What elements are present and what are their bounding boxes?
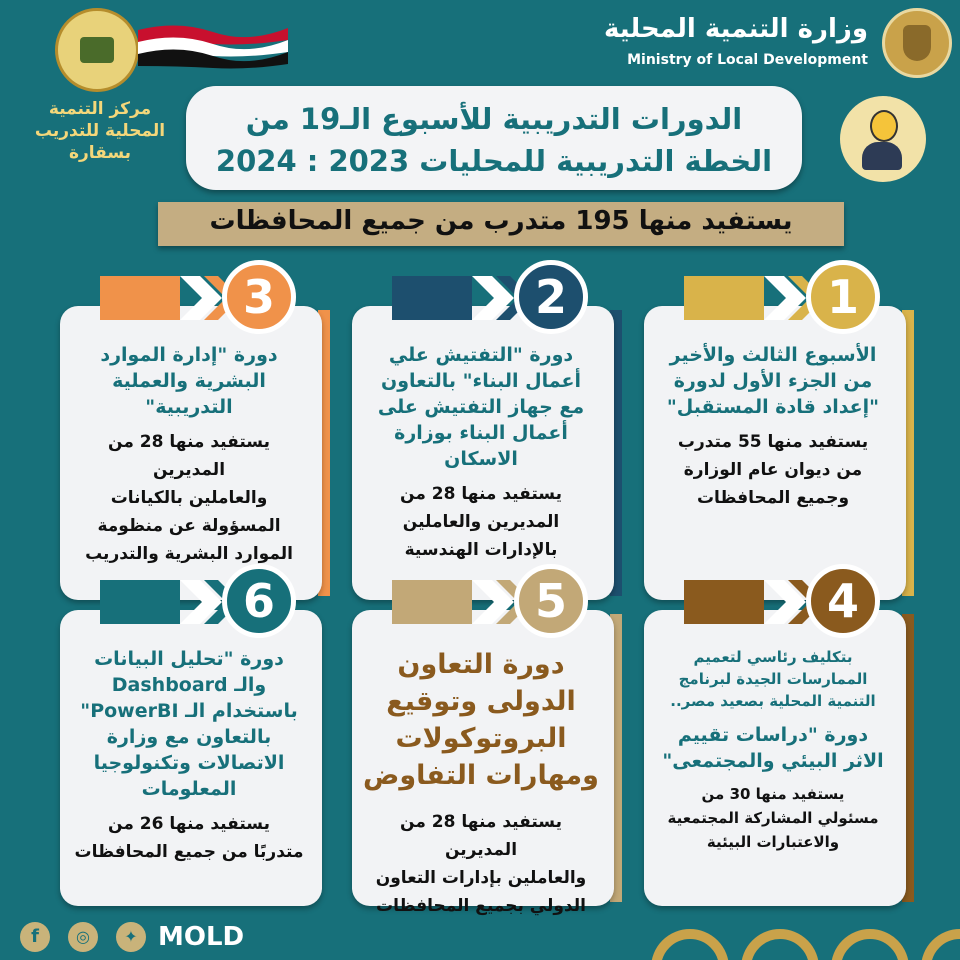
description-line: بالتعاون مع وزارة — [106, 726, 272, 748]
card-text — [70, 646, 308, 866]
card-text — [654, 342, 892, 512]
summary-banner-text: يستفيد منها 195 متدرب من جميع المحافظات — [209, 206, 793, 236]
beneficiaries-line: والعاملين بالكيانات — [110, 488, 268, 508]
description-line: مع جهاز التفتيش على — [377, 396, 585, 418]
lightbulb-head-icon — [840, 96, 926, 182]
description-line: دورة "إدارة الموارد — [100, 344, 278, 366]
beneficiaries-line: يستفيد منها 55 متدرب — [677, 432, 869, 452]
description-line: الدولى وتوقيع — [386, 686, 576, 717]
card-description — [70, 646, 308, 802]
brand-name: MOLD — [158, 922, 245, 952]
title-line-2: الخطة التدريبية للمحليات 2023 : 2024 — [215, 144, 773, 178]
beneficiaries-line: الدولي بجميع المحافظات — [375, 896, 586, 916]
description-line: التدريبية" — [145, 396, 233, 418]
description-line: والـ Dashboard — [111, 674, 267, 696]
card-text — [654, 646, 892, 854]
card-text — [70, 342, 308, 568]
beneficiaries-line: المسؤولة عن منظومة — [97, 516, 281, 536]
card-number-badge: 1 — [806, 260, 880, 334]
beneficiaries-line: يستفيد منها 30 من — [701, 785, 845, 803]
card-beneficiaries — [70, 810, 308, 866]
card-number-badge: 6 — [222, 564, 296, 638]
card-beneficiaries — [654, 782, 892, 854]
description-line: ومهارات التفاوض — [363, 760, 599, 791]
description-line: من الجزء الأول لدورة — [673, 370, 873, 392]
description-line: "إعداد قادة المستقبل" — [666, 396, 880, 418]
card-beneficiaries — [362, 808, 600, 920]
ministry-name-ar: وزارة التنمية المحلية — [603, 14, 868, 44]
description-line: الأسبوع الثالث والأخير — [669, 344, 877, 366]
card-description — [362, 342, 600, 472]
training-center-name: مركز التنمية المحلية للتدريب بسقارة — [34, 99, 166, 163]
summary-banner — [158, 202, 844, 246]
card-text — [362, 342, 600, 564]
beneficiaries-line: متدربًا من جميع المحافظات — [74, 842, 304, 862]
ministry-name-en: Ministry of Local Development — [627, 52, 868, 68]
title-box — [186, 86, 802, 190]
beneficiaries-line: والاعتبارات البيئية — [706, 833, 840, 851]
beneficiaries-line: يستفيد منها 28 من — [400, 484, 562, 504]
description-line: دورة "دراسات تقييم — [677, 724, 869, 746]
twitter-icon[interactable]: ✦ — [116, 922, 146, 952]
card-number-badge: 3 — [222, 260, 296, 334]
description-line: بتكليف رئاسي لتعميم — [693, 648, 853, 666]
card-number-badge: 4 — [806, 564, 880, 638]
description-line: أعمال البناء" بالتعاون — [380, 370, 582, 392]
description-line: دورة التعاون — [397, 649, 565, 680]
card-number-badge: 5 — [514, 564, 588, 638]
description-line: دورة "التفتيش علي — [388, 344, 574, 366]
card-beneficiaries — [70, 428, 308, 568]
description-line: المعلومات — [141, 778, 237, 800]
decorative-circles — [640, 920, 960, 960]
beneficiaries-line: يستفيد منها 28 من المديرين — [108, 432, 270, 480]
beneficiaries-line: من ديوان عام الوزارة — [683, 460, 863, 480]
description-line: البروتوكولات — [395, 723, 567, 754]
card-description — [654, 342, 892, 420]
beneficiaries-line: المديرين والعاملين — [402, 512, 560, 532]
card-beneficiaries — [654, 428, 892, 512]
description-line: التنمية المحلية بصعيد مصر.. — [670, 692, 876, 710]
beneficiaries-line: وجميع المحافظات — [696, 488, 850, 508]
description-line: الاثر البيئي والمجتمعى" — [662, 750, 884, 772]
beneficiaries-line: الموارد البشرية والتدريب — [85, 544, 293, 564]
beneficiaries-line: بالإدارات الهندسية — [404, 540, 558, 560]
card-beneficiaries — [362, 480, 600, 564]
beneficiaries-line: يستفيد منها 28 من المديرين — [400, 812, 562, 860]
card-number-badge: 2 — [514, 260, 588, 334]
card-description-course — [654, 722, 892, 774]
description-line: دورة "تحليل البيانات — [94, 648, 284, 670]
description-line: البشرية والعملية — [112, 370, 266, 392]
description-line: أعمال البناء بوزارة — [394, 422, 568, 444]
description-line: الاسكان — [444, 448, 518, 470]
ministry-logo — [882, 8, 952, 78]
beneficiaries-line: مسئولي المشاركة المجتمعية — [667, 809, 879, 827]
card-description — [654, 646, 892, 712]
card-description — [362, 646, 600, 794]
description-line: باستخدام الـ PowerBI" — [80, 700, 298, 722]
title-line-1: الدورات التدريبية للأسبوع الـ19 من — [245, 102, 743, 136]
description-line: الاتصالات وتكنولوجيا — [93, 752, 285, 774]
description-line: الممارسات الجيدة لبرنامج — [678, 670, 868, 688]
instagram-icon[interactable]: ◎ — [68, 922, 98, 952]
beneficiaries-line: والعاملين بإدارات التعاون — [375, 868, 587, 888]
training-center-logo — [55, 8, 139, 92]
card-text — [362, 646, 600, 920]
facebook-icon[interactable]: f — [20, 922, 50, 952]
egypt-flag-icon — [138, 20, 288, 72]
card-description — [70, 342, 308, 420]
beneficiaries-line: يستفيد منها 26 من — [108, 814, 270, 834]
